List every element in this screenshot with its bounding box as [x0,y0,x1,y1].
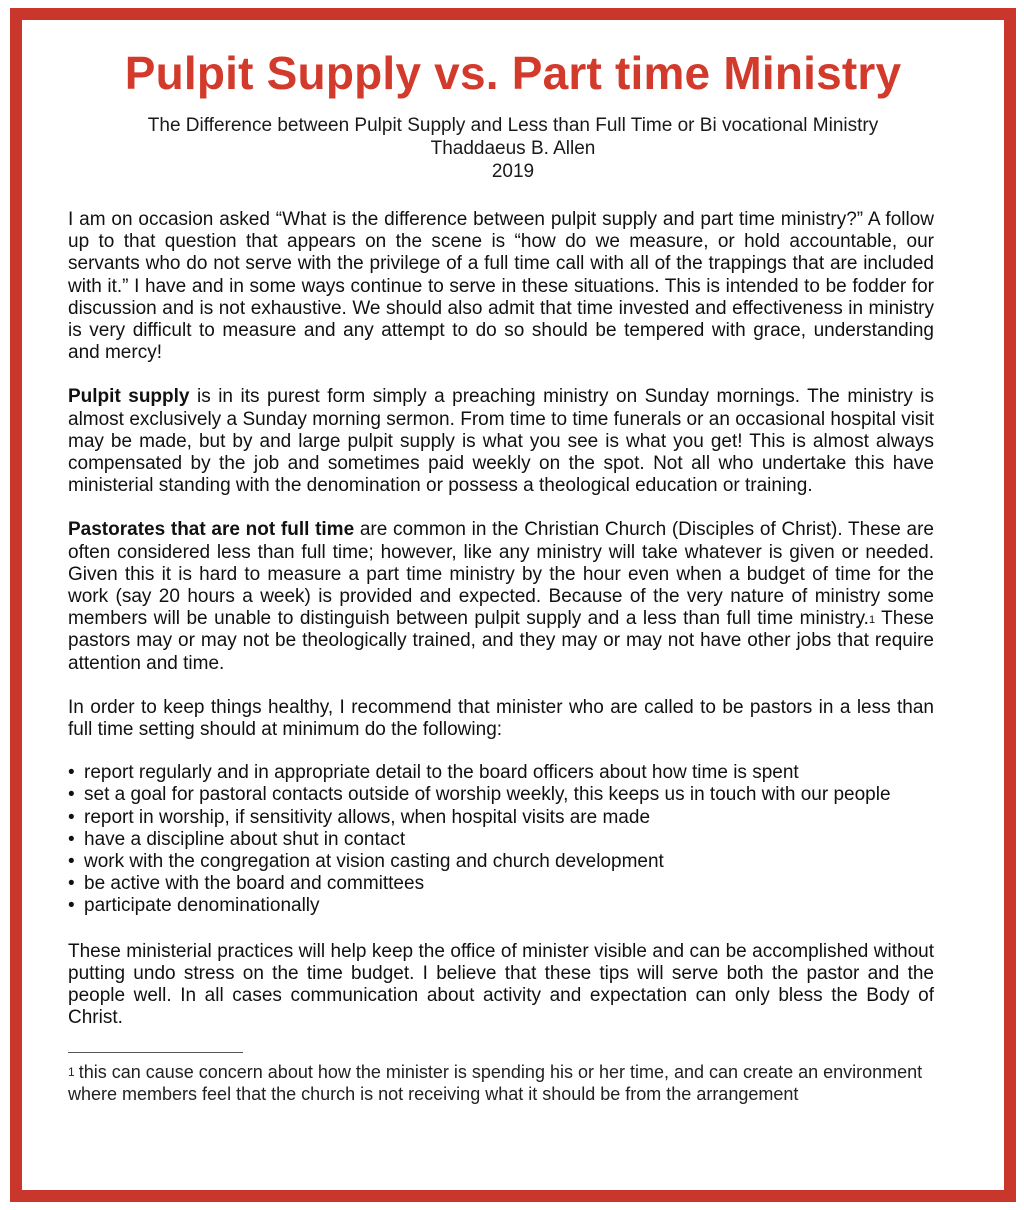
bullet-icon: • [68,873,75,895]
document-year: 2019 [491,161,535,182]
pulpit-supply-heading: Pulpit supply [68,386,190,408]
intro-paragraph: I am on occasion asked “What is the difference between pulpit supply and part time ministry?” A follow up to that question that appears on the scene is “how do we measure, or hold accountable, our servants who do not serve with the privilege of a full time call with all of the trappings that are included with it.” I have and in some ways continue to serve in these situations. This is intended to be fodder for discussion and is not exhaustive. We should also admit that time invested and effectiveness in ministry is very difficult to measure and any attempt to do so should be tempered with grace, understanding and mercy! [68,209,934,364]
pastorates-text-continued: These pastors may or may not be theologically trained, and they may or may not have other jobs that require attention and time. [68,608,934,674]
bullet-icon: • [68,784,75,806]
bullet-icon: • [68,806,75,828]
list-item-text: have a discipline about shut in contact [84,828,406,850]
pulpit-supply-text: is in its purest form simply a preaching ministry on Sunday mornings. The ministry is almost exclusively a Sunday morning sermon. From time to time funerals or an occasional hospital visit may be made, but by and large pulpit supply is what you see is what you get! This is almost always compensated by the job and sometimes paid weekly on the spot. Not all who undertake this have ministerial standing with the denomination or possess a theological education or training. [68,386,934,497]
bullet-icon: • [68,851,75,873]
list-item-text: work with the congregation at vision casting and church development [84,851,664,873]
list-item-text: report in worship, if sensitivity allows, when hospital visits are made [84,806,651,828]
conclusion-paragraph: These ministerial practices will help keep the office of minister visible and can be accomplished without putting undo stress on the time budget. I believe that these tips will serve both the pastor and the people well. In all cases communication about activity and expectation can only bless the Body of Christ. [68,940,934,1029]
document-body [68,209,934,1105]
pastorates-paragraph [68,519,934,674]
document-title: Pulpit Supply vs. Part time Ministry [124,47,902,99]
document-header [22,114,1004,183]
pastorates-text: are common in the Christian Church (Disciples of Christ). These are often considered less than full time; however, like any ministry will take whatever is given or needed. Given this it is hard to measure a part time ministry by the hour even when a budget of time for the work (say 20 hours a week) is provided and expected. Because of the very nature of ministry some members will be unable to distinguish between pulpit supply and a less than full time ministry. [68,519,935,630]
list-item [68,784,934,806]
list-item [68,873,934,895]
bullet-icon: • [68,762,75,784]
footnote-divider [68,1052,243,1053]
list-item [68,851,934,873]
document-author: Thaddaeus B. Allen [430,138,596,159]
list-item-text: set a goal for pastoral contacts outside of worship weekly, this keeps us in touch with our people [84,784,891,806]
list-item [68,807,934,829]
document-subtitle: The Difference between Pulpit Supply and Less than Full Time or Bi vocational Ministry [147,115,879,136]
list-item [68,895,934,917]
footnote-text: this can cause concern about how the minister is spending his or her time, and can create an environment where members feel that the church is not receiving what it should be from the arrangement [68,1061,923,1104]
footnote-marker: 1 [68,1064,75,1079]
list-item-text: be active with the board and committees [84,873,425,895]
list-item-text: participate denominationally [84,895,320,917]
footnote [68,1061,934,1105]
list-item-text: report regularly and in appropriate detail to the board officers about how time is spent [84,762,799,784]
list-item [68,829,934,851]
footnote-reference: 1 [868,614,876,627]
pulpit-supply-paragraph [68,386,934,497]
bullet-icon: • [68,828,75,850]
list-item [68,762,934,784]
bullet-icon: • [68,895,75,917]
recommendation-list [68,762,934,917]
pastorates-heading: Pastorates that are not full time [68,519,355,541]
recommendation-intro: In order to keep things healthy, I recommend that minister who are called to be pastors in a less than full time setting should at minimum do the following: [68,696,934,741]
